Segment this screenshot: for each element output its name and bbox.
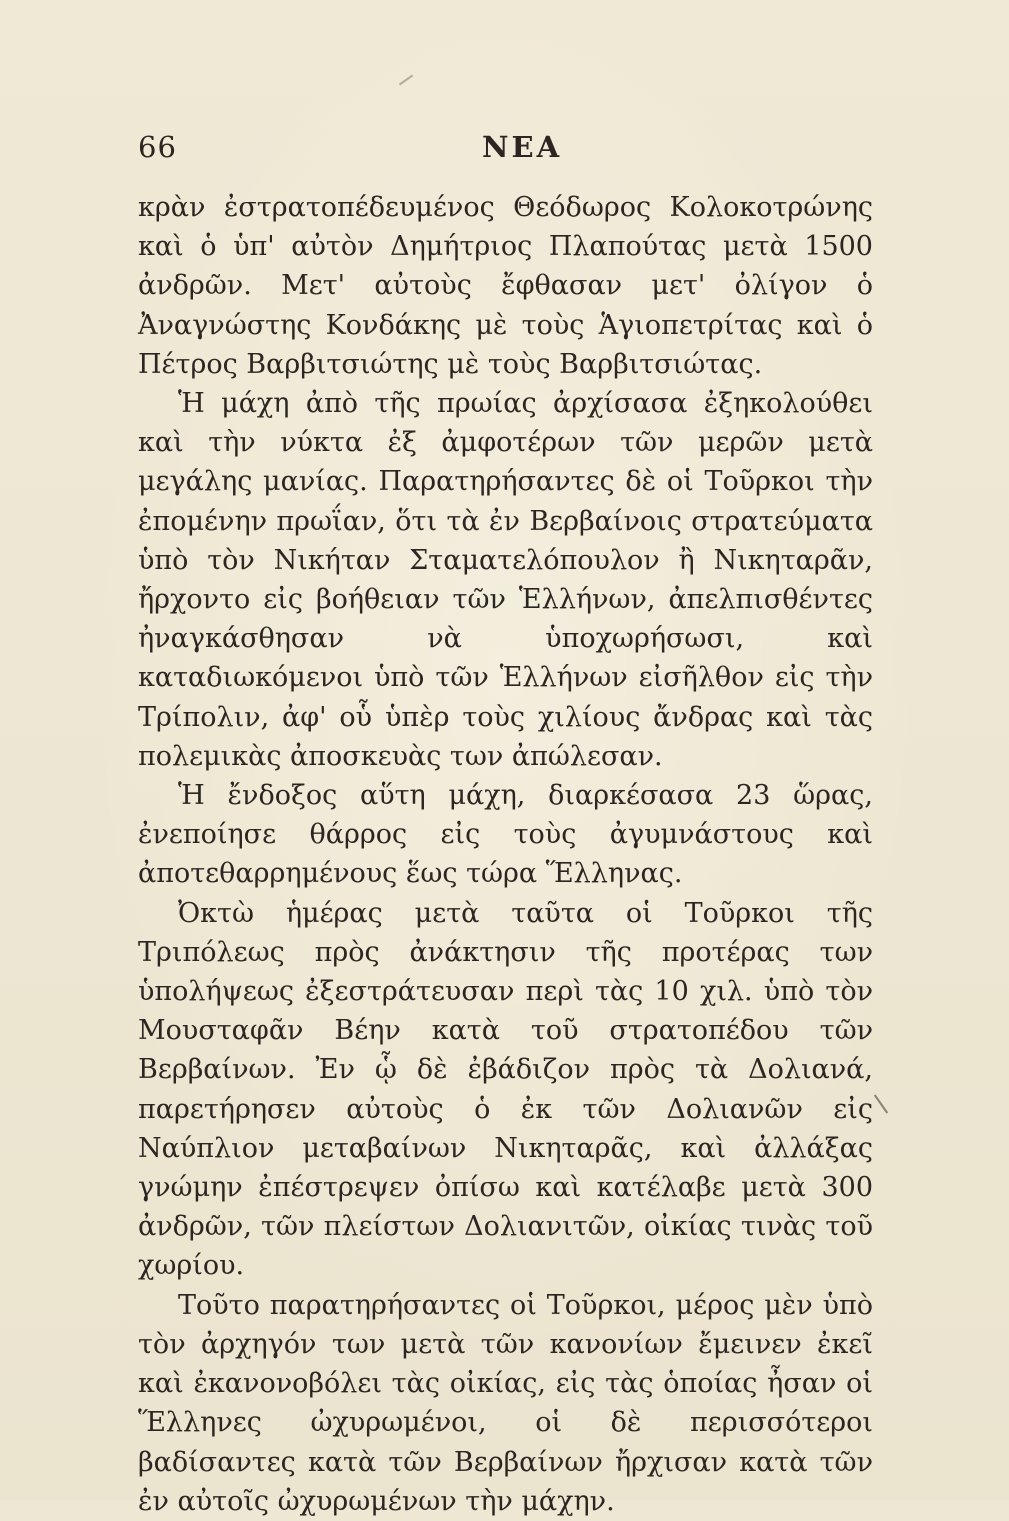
- paragraph: Ἡ μάχη ἀπὸ τῆς πρωίας ἀρχίσασα ἐξηκολούθει καὶ τὴν νύκτα ἐξ ἀμφοτέρων τῶν μερῶν μετὰ μεγάλης μανίας. Παρατηρήσαντες δὲ οἱ Τοῦρκοι τὴν ἐπομένην πρωΐαν, ὅτι τὰ ἐν Βερβαίνοις στρατεύματα ὑπὸ τὸν Νικήταν Σταματελόπουλον ἢ Νικηταρᾶν, ἤρχοντο εἰς βοήθειαν τῶν Ἑλλήνων, ἀπελπισθέντες ἠναγκάσθησαν νὰ ὑποχωρήσωσι, καὶ καταδιωκόμενοι ὑπὸ τῶν Ἑλλήνων εἰσῆλθον εἰς τὴν Τρίπολιν, ἀφ' οὗ ὑπὲρ τοὺς χιλίους ἄνδρας καὶ τὰς πολεμικὰς ἀποσκευὰς των ἀπώλεσαν.: [138, 388, 873, 772]
- paragraph: Ἡ ἔνδοξος αὕτη μάχη, διαρκέσασα 23 ὥρας, ἐνεποίησε θάρρος εἰς τοὺς ἀγυμνάστους καὶ ἀποτεθαρρημένους ἕως τώρα Ἕλληνας.: [138, 780, 873, 890]
- margin-pencil-mark: [874, 1094, 888, 1113]
- page-number: 66: [138, 130, 177, 164]
- running-head-title: ΝΕΑ: [482, 130, 563, 164]
- running-head: [138, 130, 873, 170]
- top-pencil-mark: [399, 75, 413, 86]
- paragraph: Ὀκτὼ ἡμέρας μετὰ ταῦτα οἱ Τοῦρκοι τῆς Τριπόλεως πρὸς ἀνάκτησιν τῆς προτέρας των ὑπολήψεως ἐξεστράτευσαν περὶ τὰς 10 χιλ. ὑπὸ τὸν Μουσταφᾶν Βέην κατὰ τοῦ στρατοπέδου τῶν Βερβαίνων. Ἐν ᾧ δὲ ἐβάδιζον πρὸς τὰ Δολιανά, παρετήρησεν αὐτοὺς ὁ ἐκ τῶν Δολιανῶν εἰς Ναύπλιον μεταβαίνων Νικηταρᾶς, καὶ ἀλλάξας γνώμην ἐπέστρεψεν ὀπίσω καὶ κατέλαβε μετὰ 300 ἀνδρῶν, τῶν πλείστων Δολιανιτῶν, οἰκίας τινὰς τοῦ χωρίου.: [138, 897, 873, 1282]
- paragraph: κρὰν ἐστρατοπέδευμένος Θεόδωρος Κολοκοτρώνης καὶ ὁ ὑπ' αὐτὸν Δημήτριος Πλαπούτας μετὰ 1500 ἀνδρῶν. Μετ' αὐτοὺς ἔφθασαν μετ' ὀλίγον ὁ Ἀναγνώστης Κονδάκης μὲ τοὺς Ἁγιοπετρίτας καὶ ὁ Πέτρος Βαρβιτσιώτης μὲ τοὺς Βαρβιτσιώτας.: [138, 192, 873, 380]
- body-text: [138, 188, 873, 1521]
- paragraph: Τοῦτο παρατηρήσαντες οἱ Τοῦρκοι, μέρος μὲν ὑπὸ τὸν ἀρχηγόν των μετὰ τῶν κανονίων ἔμεινεν ἐκεῖ καὶ ἐκανονοβόλει τὰς οἰκίας, εἰς τὰς ὁποίας ἦσαν οἱ Ἕλληνες ὠχυρωμένοι, οἱ δὲ περισσότεροι βαδίσαντες κατὰ τῶν Βερβαίνων ἤρχισαν κατὰ τῶν ἐν αὐτοῖς ὠχυρωμένων τὴν μάχην.: [138, 1289, 873, 1517]
